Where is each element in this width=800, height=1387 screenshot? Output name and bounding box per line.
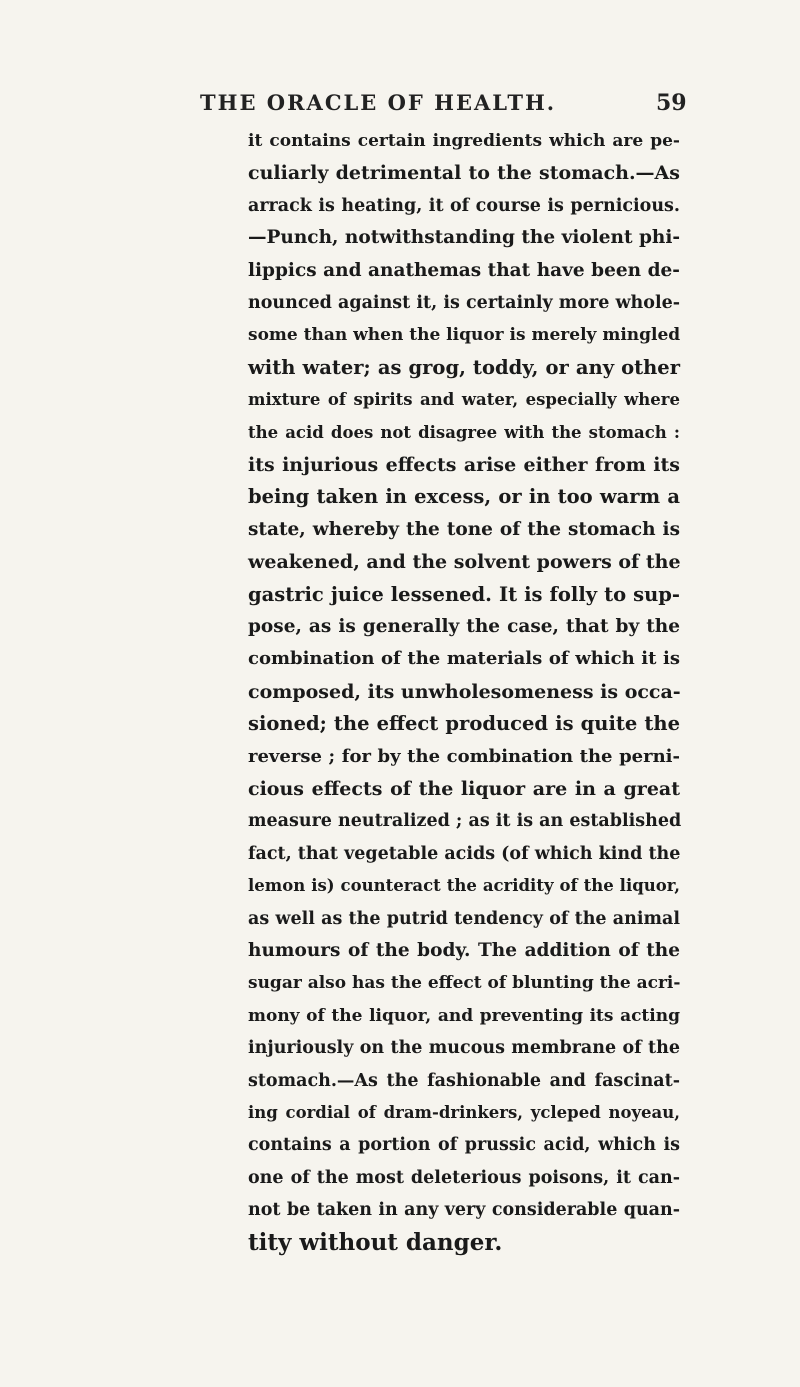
text-line: weakened, and the solvent powers of the: [248, 551, 681, 573]
text-line: contains a portion of prussic acid, which is: [248, 1135, 680, 1155]
running-title: THE ORACLE OF HEALTH.: [200, 90, 557, 115]
text-line: cious effects of the liquor are in a great: [248, 778, 680, 800]
text-line: pose, as is generally the case, that by the: [248, 616, 680, 637]
text-line: one of the most deleterious poisons, it can-: [248, 1168, 680, 1188]
text-line: lemon is) counteract the acridity of the liquor,: [248, 876, 680, 895]
text-line: as well as the putrid tendency of the animal: [248, 909, 680, 929]
text-line: nounced against it, is certainly more whole-: [248, 293, 680, 313]
text-line: fact, that vegetable acids (of which kind the: [248, 844, 681, 864]
text-line: humours of the body. The addition of the: [248, 940, 680, 961]
text-line: culiarly detrimental to the stomach.—As: [248, 162, 680, 184]
text-line: tity without danger.: [248, 1229, 503, 1256]
text-line: arrack is heating, it of course is pernicious.: [248, 196, 680, 216]
text-line: stomach.—As the fashionable and fascinat-: [248, 1071, 680, 1091]
text-line: some than when the liquor is merely mingled: [248, 325, 681, 345]
text-line: being taken in excess, or in too warm a: [248, 485, 680, 508]
text-line: —Punch, notwithstanding the violent phi-: [248, 227, 681, 248]
text-line: it contains certain ingredients which are pe-: [248, 131, 680, 151]
text-line: sugar also has the effect of blunting the acri-: [248, 973, 681, 993]
text-line: with water; as grog, toddy, or any other: [248, 356, 680, 379]
text-line: composed, its unwholesomeness is occa-: [248, 681, 681, 703]
text-line: lippics and anathemas that have been de-: [248, 260, 680, 281]
page-number: 59: [656, 90, 687, 116]
text-line: combination of the materials of which it is: [248, 648, 680, 669]
text-line: the acid does not disagree with the stomach :: [248, 423, 680, 442]
text-line: its injurious effects arise either from its: [248, 454, 680, 476]
text-line: gastric juice lessened. It is folly to sup-: [248, 583, 680, 606]
text-line: sioned; the effect produced is quite the: [248, 712, 680, 735]
text-line: not be taken in any very considerable quan-: [248, 1200, 680, 1220]
text-line: ing cordial of dram-drinkers, ycleped noyeau,: [248, 1103, 680, 1122]
text-line: mony of the liquor, and preventing its acting: [248, 1006, 680, 1026]
text-line: reverse ; for by the combination the perni-: [248, 746, 680, 767]
text-line: state, whereby the tone of the stomach is: [248, 519, 680, 540]
text-line: measure neutralized ; as it is an established: [248, 811, 682, 831]
text-line: mixture of spirits and water, especially where: [248, 390, 680, 409]
text-line: injuriously on the mucous membrane of the: [248, 1038, 680, 1058]
